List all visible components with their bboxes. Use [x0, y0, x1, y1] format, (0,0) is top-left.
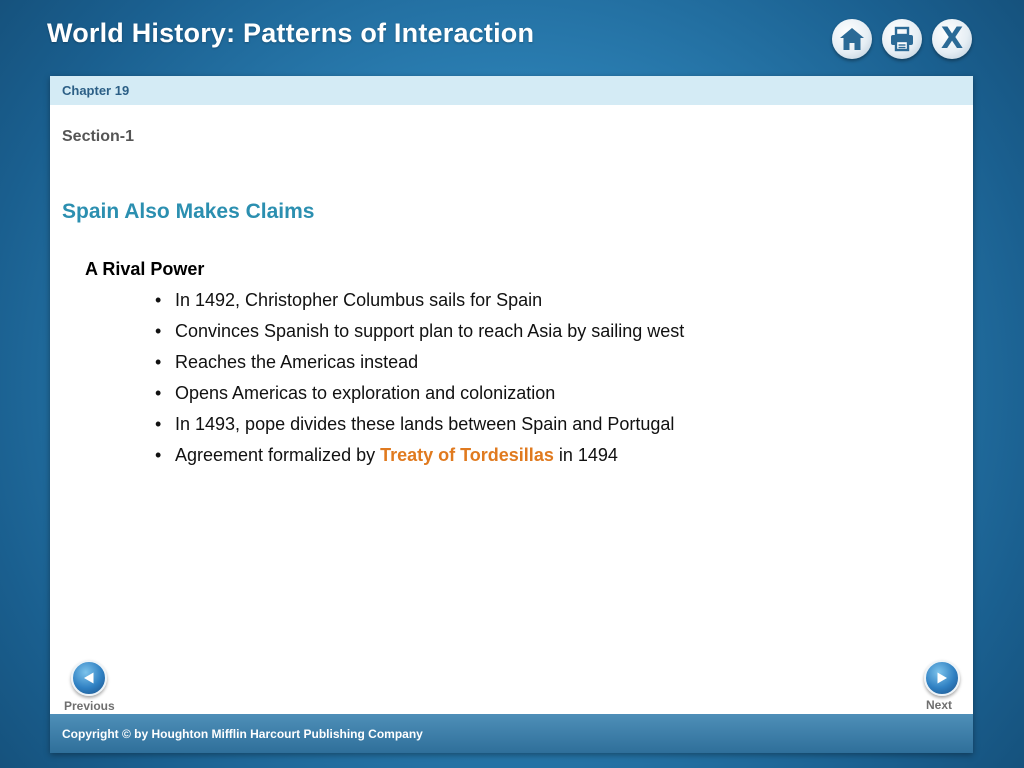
section-label: Section-1: [62, 128, 135, 145]
next-button[interactable]: [924, 660, 960, 696]
bullet-item: [155, 441, 684, 472]
home-icon: [839, 27, 865, 51]
triangle-left-icon: [82, 671, 96, 685]
chapter-label: Chapter 19: [62, 83, 130, 98]
copyright-text: Copyright © by Houghton Mifflin Harcourt Publishing Company: [62, 726, 423, 741]
bullet-text: in 1494: [558, 445, 618, 465]
toolbar: [832, 19, 972, 59]
close-icon: X: [940, 21, 964, 55]
previous-label: Previous: [64, 699, 115, 713]
slide-title: Spain Also Makes Claims: [62, 200, 315, 223]
printer-icon: [889, 26, 915, 52]
print-button[interactable]: [882, 19, 922, 59]
chapter-bar: [50, 76, 973, 105]
app-title: World History: Patterns of Interaction: [47, 18, 535, 48]
bullet-item: • Opens Americas to exploration and colonization: [155, 379, 684, 410]
bullet-text: Agreement formalized by: [175, 445, 376, 465]
footer-bar: [50, 714, 973, 753]
subheading: A Rival Power: [85, 259, 205, 279]
bullet-item: • In 1493, pope divides these lands between Spain and Portugal: [155, 410, 684, 441]
bullet-item: • In 1492, Christopher Columbus sails for Spain: [155, 286, 684, 317]
bullet-item: • Convinces Spanish to support plan to reach Asia by sailing west: [155, 317, 684, 348]
triangle-right-icon: [935, 671, 949, 685]
treaty-term: Treaty of Tordesillas: [380, 445, 554, 465]
bullet-item: • Reaches the Americas instead: [155, 348, 684, 379]
previous-button[interactable]: [71, 660, 107, 696]
bullet-list: [155, 286, 684, 472]
close-button[interactable]: [932, 19, 972, 59]
content-panel: [50, 76, 973, 753]
home-button[interactable]: [832, 19, 872, 59]
next-label: Next: [926, 698, 953, 712]
